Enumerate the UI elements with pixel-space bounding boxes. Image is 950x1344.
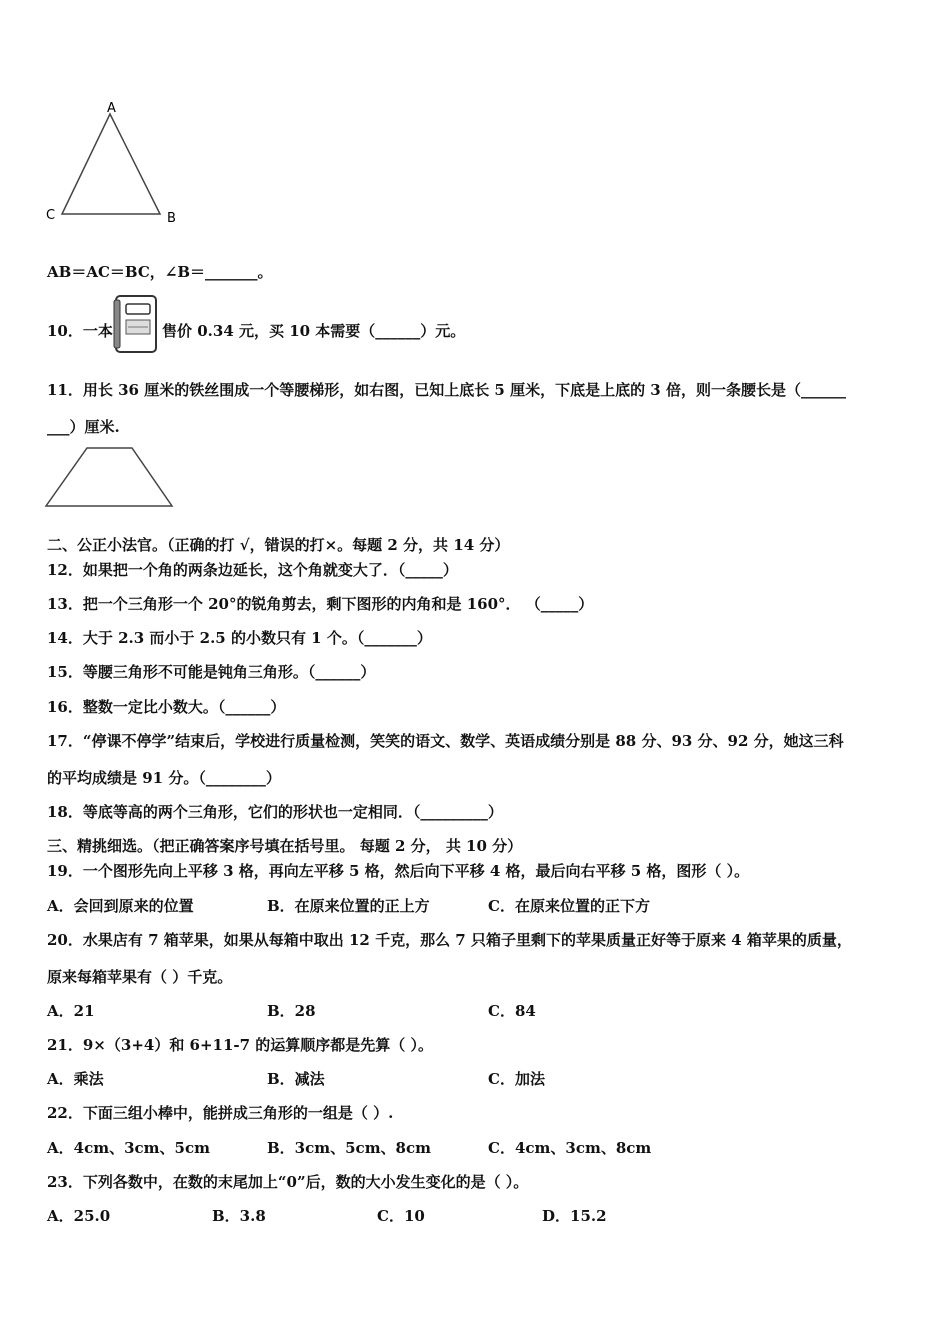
question-11-line1: 11．用长 36 厘米的铁丝围成一个等腰梯形，如右图，已知上底长 5 厘米，下底是上底的 3 倍，则一条腰长是（______	[47, 381, 846, 399]
question-23-option-d: D．15.2	[542, 1207, 607, 1225]
trapezoid-shape	[46, 448, 172, 506]
question-12: 12．如果把一个角的两条边延长，这个角就变大了．（_____）	[47, 561, 458, 579]
question-21-option-b: B．减法	[267, 1070, 325, 1088]
triangle-shape	[62, 114, 160, 214]
question-21-option-a: A．乘法	[47, 1070, 104, 1088]
notebook-icon	[112, 294, 158, 354]
question-17-line2: 的平均成绩是 91 分。（________）	[47, 769, 281, 787]
vertex-b-label: B	[167, 211, 176, 226]
section-3-heading: 三、精挑细选。（把正确答案序号填在括号里。 每题 2 分， 共 10 分）	[47, 837, 523, 855]
question-21-stem: 21．9×（3+4）和 6+11-7 的运算顺序都是先算（ ）。	[47, 1036, 434, 1054]
vertex-a-label: A	[107, 101, 116, 116]
question-23-stem: 23．下列各数中，在数的末尾加上“0”后，数的大小发生变化的是（ ）。	[47, 1173, 529, 1191]
question-11-line2: ___）厘米.	[47, 418, 120, 436]
question-20-line1: 20．水果店有 7 箱苹果，如果从每箱中取出 12 千克，那么 7 只箱子里剩下的苹果质量正好等于原来 4 箱苹果的质量，	[47, 931, 852, 949]
question-18: 18．等底等高的两个三角形，它们的形状也一定相同．（_________）	[47, 803, 503, 821]
question-20-option-a: A．21	[47, 1002, 95, 1020]
question-22-option-a: A．4cm、3cm、5cm	[47, 1139, 210, 1157]
question-19-option-c: C．在原来位置的正下方	[488, 897, 650, 915]
vertex-c-label: C	[46, 208, 56, 223]
question-19-stem: 19．一个图形先向上平移 3 格，再向左平移 5 格，然后向下平移 4 格，最后向右平移 5 格，图形（ ）。	[47, 862, 750, 880]
question-21-option-c: C．加法	[488, 1070, 545, 1088]
question-22-stem: 22．下面三组小棒中，能拼成三角形的一组是（ ）.	[47, 1104, 394, 1122]
question-22-option-b: B．3cm、5cm、8cm	[267, 1139, 432, 1157]
triangle-figure	[40, 98, 190, 230]
question-23-option-a: A．25.0	[47, 1207, 111, 1225]
question-19-option-b: B．在原来位置的正上方	[267, 897, 430, 915]
question-20-option-b: B．28	[267, 1002, 316, 1020]
question-10-before: 10．一本	[47, 322, 113, 340]
question-10-after: 售价 0.34 元，买 10 本需要（______）元。	[162, 322, 466, 340]
section-2-heading: 二、公正小法官。（正确的打 √，错误的打×。每题 2 分，共 14 分）	[47, 536, 510, 554]
question-15: 15．等腰三角形不可能是钝角三角形。（______）	[47, 663, 376, 681]
question-16: 16．整数一定比小数大。（______）	[47, 698, 286, 716]
question-20-line2: 原来每箱苹果有（ ）千克。	[47, 968, 233, 986]
question-23-option-b: B．3.8	[212, 1207, 266, 1225]
question-17-line1: 17．“停课不停学”结束后，学校进行质量检测，笑笑的语文、数学、英语成绩分别是 88 分、93 分、92 分，她这三科	[47, 732, 844, 750]
question-angle-b: AB＝AC＝BC，∠B＝_______。	[47, 263, 273, 281]
question-14: 14．大于 2.3 而小于 2.5 的小数只有 1 个。（_______）	[47, 629, 432, 647]
question-20-option-c: C．84	[488, 1002, 536, 1020]
question-19-option-a: A．会回到原来的位置	[47, 897, 194, 915]
question-13: 13．把一个三角形一个 20°的锐角剪去，剩下图形的内角和是 160°． （_____）	[47, 595, 594, 613]
question-23-option-c: C．10	[377, 1207, 425, 1225]
question-22-option-c: C．4cm、3cm、8cm	[488, 1139, 652, 1157]
trapezoid-figure	[42, 444, 176, 510]
